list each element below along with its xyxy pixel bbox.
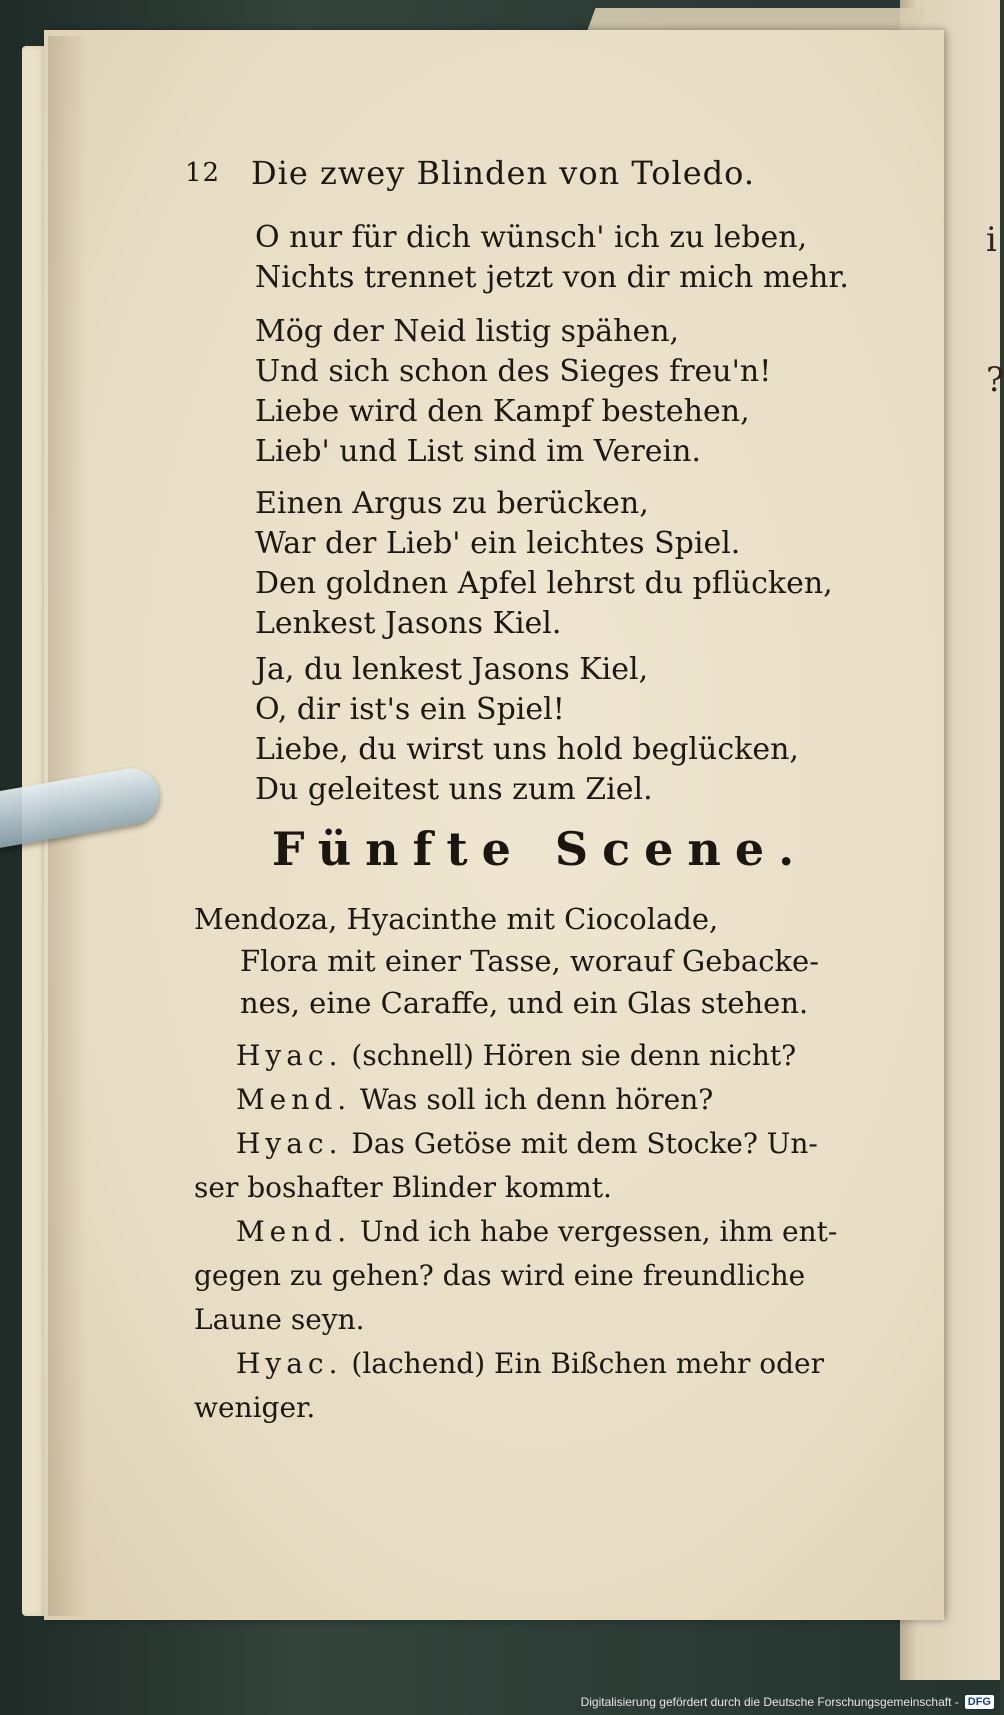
speaker-name: Hyac. (236, 1127, 343, 1160)
dialogue-block (194, 1034, 854, 1430)
verse-line: Lenkest Jasons Kiel. (255, 606, 562, 641)
facing-page-fragment: ? (986, 360, 1004, 400)
verse-stanza (255, 484, 875, 644)
speaker-name: Mend. (236, 1083, 352, 1116)
dialogue-text: Was soll ich denn hören? (351, 1083, 714, 1116)
verse-line: Einen Argus zu berücken, (255, 486, 649, 521)
dfg-logo: DFG (965, 1695, 994, 1709)
verse-line: Ja, du lenkest Jasons Kiel, (255, 652, 649, 687)
dialogue-line (194, 1210, 854, 1254)
dialogue-text: gegen zu gehen? das wird eine freundliche (194, 1259, 806, 1292)
verse-line: War der Lieb' ein leichtes Spiel. (255, 526, 741, 561)
dialogue-line (194, 1122, 854, 1166)
dialogue-line (194, 1034, 854, 1078)
dialogue-line (194, 1078, 854, 1122)
verse-line: Liebe, du wirst uns hold beglücken, (255, 732, 799, 767)
running-title: Die zwey Blinden von Toledo. (251, 154, 756, 192)
dialogue-line (194, 1254, 854, 1298)
verse-line: Den goldnen Apfel lehrst du pflücken, (255, 566, 833, 601)
speaker-name: Mend. (236, 1215, 352, 1248)
dialogue-text: Laune seyn. (194, 1303, 365, 1336)
dialogue-text: weniger. (194, 1391, 316, 1424)
verse-line: Und sich schon des Sieges freu'n! (255, 354, 772, 389)
stage-direction-line: nes, eine Caraffe, und ein Glas stehen. (240, 986, 809, 1020)
verse-line: Lieb' und List sind im Verein. (255, 434, 701, 469)
stage-direction-line: Flora mit einer Tasse, worauf Gebacke- (240, 944, 819, 978)
dialogue-text: ser boshafter Blinder kommt. (194, 1171, 612, 1204)
page-number: 12 (185, 158, 221, 188)
footer-credit: Digitalisierung gefördert durch die Deutsche Forschungsgemeinschaft - (580, 1695, 959, 1709)
dialogue-line (194, 1386, 854, 1430)
verse-stanza (255, 650, 875, 810)
verse-line: O nur für dich wünsch' ich zu leben, (255, 220, 808, 255)
dialogue-text: (lachend) Ein Bißchen mehr oder (342, 1347, 825, 1380)
dialogue-line (194, 1166, 854, 1210)
facing-page-fragment: i (986, 220, 997, 260)
scene-heading: Fünfte Scene. (271, 822, 809, 876)
verse-line: Du geleitest uns zum Ziel. (255, 772, 653, 807)
dialogue-line (194, 1342, 854, 1386)
verse-stanza (255, 312, 875, 472)
verse-line: Nichts trennet jetzt von dir mich mehr. (255, 260, 849, 295)
verse-stanza (255, 218, 875, 298)
verse-line: Liebe wird den Kampf bestehen, (255, 394, 750, 429)
dialogue-line (194, 1298, 854, 1342)
dialogue-text: Das Getöse mit dem Stocke? Un- (342, 1127, 818, 1160)
digitization-footer (581, 1691, 994, 1713)
verse-line: O, dir ist's ein Spiel! (255, 692, 565, 727)
verse-line: Mög der Neid listig spähen, (255, 314, 680, 349)
speaker-name: Hyac. (236, 1347, 343, 1380)
dialogue-text: Und ich habe vergessen, ihm ent- (351, 1215, 838, 1248)
running-head (185, 154, 885, 198)
dialogue-text: (schnell) Hören sie denn nicht? (342, 1039, 797, 1072)
stage-direction (194, 898, 854, 1024)
speaker-name: Hyac. (236, 1039, 343, 1072)
stage-direction-line: Mendoza, Hyacinthe mit Ciocolade, (194, 902, 719, 936)
